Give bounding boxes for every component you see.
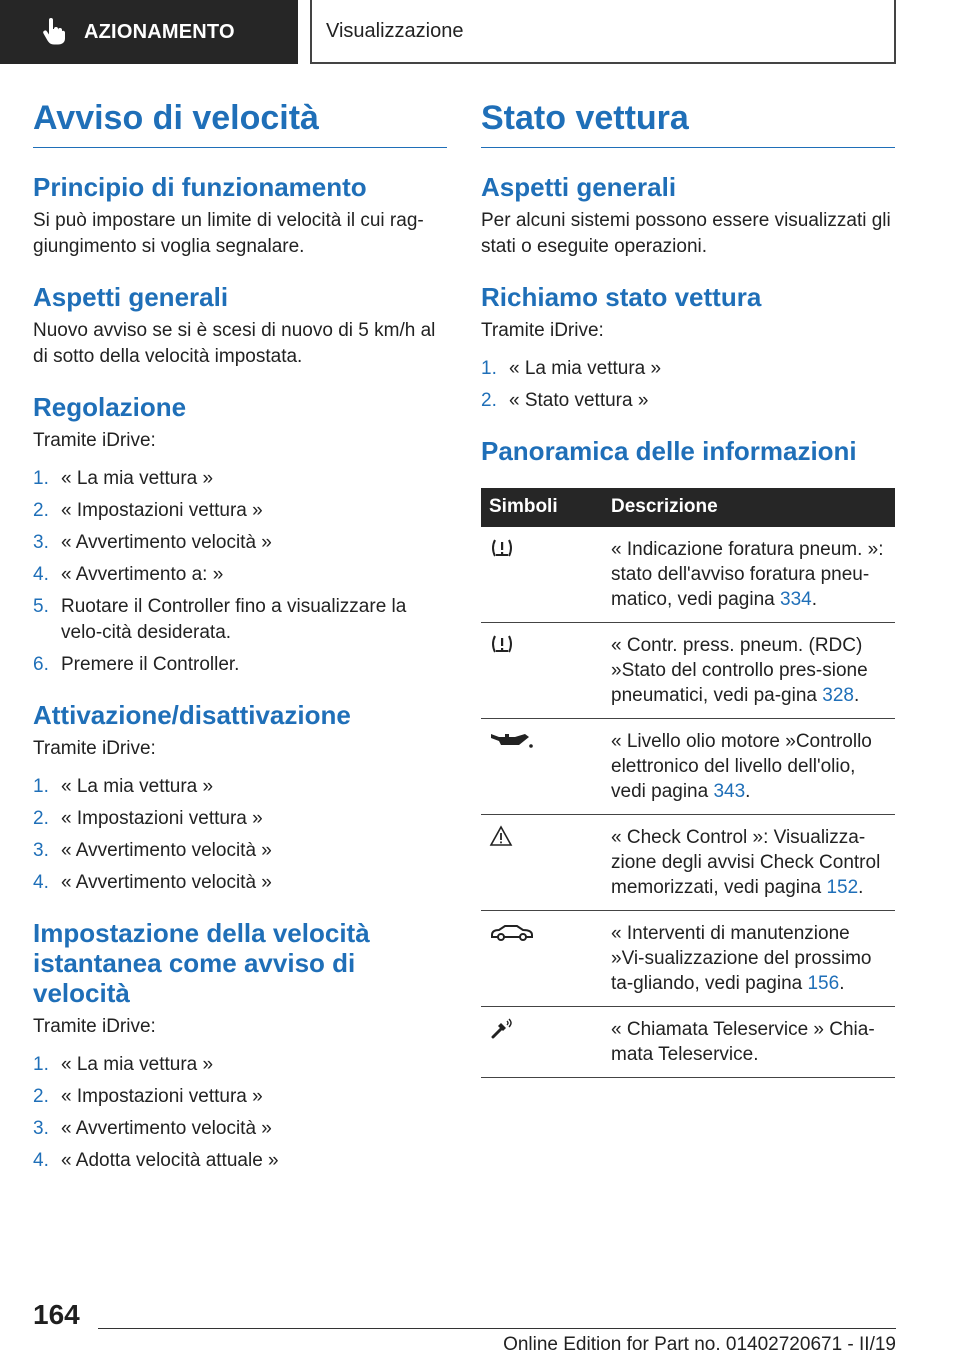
heading-aspetti: Aspetti generali — [33, 281, 229, 312]
row-desc: « Interventi di manutenzione »Vi‐sualizzazione del prossimo ta‐gliando, vedi pagina — [611, 922, 872, 994]
page-link[interactable]: 334 — [780, 588, 812, 610]
text-aspetti: Nuovo avviso se si è scesi di nuovo di 5 km/h al di sotto della velocità impostata. — [33, 319, 436, 367]
list-item: 2. « Impostazioni vettura » — [33, 807, 263, 829]
col-descrizione: Descrizione — [603, 488, 895, 527]
table-row: « Check Control »: Visualizza‐zione degli avvisi Check Control memorizzati, vedi pagina 152. — [481, 814, 895, 910]
page-link[interactable]: 156 — [807, 972, 840, 994]
subsection-title: Visualizzazione — [326, 19, 464, 42]
steps-richiamo — [481, 356, 895, 414]
list-item: 1. « La mia vettura » — [33, 1053, 214, 1075]
table-row: « Livello olio motore »Controllo elettronico del livello dell'olio, vedi pagina 343. — [481, 718, 895, 814]
list-item: 2. « Impostazioni vettura » — [33, 1085, 263, 1107]
table-row — [481, 1006, 895, 1077]
heading-aspetti-generali: Aspetti generali — [481, 171, 677, 202]
list-item: 4. « Adotta velocità attuale » — [33, 1149, 279, 1171]
list-item: 2. « Stato vettura » — [481, 389, 649, 411]
text-attivazione: Tramite iDrive: — [33, 737, 156, 759]
list-item: 3. « Avvertimento velocità » — [33, 839, 272, 861]
page-number: 164 — [33, 1299, 80, 1330]
left-title: Avviso di velocità — [33, 98, 447, 148]
pointing-hand-icon — [38, 17, 68, 47]
heading-impostazione: Impostazione della velocità istantanea come avviso di velocità — [33, 917, 370, 1008]
list-item: 4. « Avvertimento velocità » — [33, 871, 272, 893]
table-row: « Indicazione foratura pneum. »: stato dell'avviso foratura pneu‐matico, vedi pagina 334. — [481, 527, 895, 623]
right-title: Stato vettura — [481, 98, 895, 148]
car-service-icon — [489, 921, 535, 943]
info-table — [481, 488, 895, 1078]
left-column — [33, 98, 447, 1180]
list-item: 1. « La mia vettura » — [33, 467, 214, 489]
list-item: 2. « Impostazioni vettura » — [33, 499, 263, 521]
page-link[interactable]: 152 — [826, 876, 859, 898]
list-item: 3. « Avvertimento velocità » — [33, 1117, 272, 1139]
text-impostazione: Tramite iDrive: — [33, 1015, 156, 1037]
row-desc: « Check Control »: Visualizza‐zione degli avvisi Check Control memorizzati, vedi pagina — [611, 826, 881, 898]
list-item: 1. « La mia vettura » — [481, 357, 662, 379]
list-item: 4. « Avvertimento a: » — [33, 563, 224, 585]
oil-can-icon — [489, 729, 535, 751]
text-aspetti-generali: Per alcuni sistemi possono essere visualizzati gli stati o eseguite operazioni. — [481, 209, 891, 257]
page-link[interactable]: 343 — [713, 780, 746, 802]
steps-attivazione — [33, 774, 447, 896]
row-desc: « Indicazione foratura pneum. »: stato dell'avviso foratura pneu‐matico, vedi pagina — [611, 538, 884, 610]
heading-regolazione: Regolazione — [33, 391, 187, 422]
tire-pressure-warning-icon — [489, 537, 515, 559]
steps-regolazione — [33, 466, 447, 678]
list-item: 6. Premere il Controller. — [33, 653, 240, 675]
heading-panoramica: Panoramica delle informazioni — [481, 435, 857, 466]
list-item: 3. « Avvertimento velocità » — [33, 531, 272, 553]
text-principio: Si può impostare un limite di velocità il cui rag‐giungimento si voglia segnalare. — [33, 209, 424, 257]
page-link[interactable]: 328 — [822, 684, 854, 706]
list-item: 5. Ruotare il Controller fino a visualizzare la velo‐cità desiderata. — [33, 595, 407, 643]
right-column — [481, 98, 895, 1078]
heading-attivazione: Attivazione/disattivazione — [33, 699, 351, 730]
table-row: « Interventi di manutenzione »Vi‐sualizzazione del prossimo ta‐gliando, vedi pagina 156. — [481, 910, 895, 1006]
footer-divider — [98, 1328, 896, 1329]
text-regolazione: Tramite iDrive: — [33, 429, 156, 451]
row-desc: « Livello olio motore »Controllo elettronico del livello dell'olio, vedi pagina — [611, 730, 872, 802]
subsection-tab — [310, 0, 896, 64]
row-desc: « Chiamata Teleservice » Chia‐mata Teleservice. — [611, 1018, 875, 1065]
col-simboli: Simboli — [481, 488, 603, 527]
wrench-teleservice-icon — [489, 1017, 517, 1039]
steps-impostazione — [33, 1052, 447, 1174]
warning-triangle-icon — [489, 825, 513, 847]
table-row: « Contr. press. pneum. (RDC) »Stato del controllo pres‐sione pneumatici, vedi pa‐gina 328. — [481, 622, 895, 718]
heading-principio: Principio di funzionamento — [33, 171, 367, 202]
section-title: AZIONAMENTO — [84, 20, 235, 43]
row-desc: « Contr. press. pneum. (RDC) »Stato del controllo pres‐sione pneumatici, vedi pa‐gina — [611, 634, 868, 706]
list-item: 1. « La mia vettura » — [33, 775, 214, 797]
section-tab — [0, 0, 298, 64]
table-header — [481, 488, 895, 527]
text-richiamo: Tramite iDrive: — [481, 319, 604, 341]
tire-pressure-warning-icon — [489, 633, 515, 655]
heading-richiamo: Richiamo stato vettura — [481, 281, 762, 312]
edition-note: Online Edition for Part no. 01402720671 - II/19 — [503, 1334, 896, 1355]
